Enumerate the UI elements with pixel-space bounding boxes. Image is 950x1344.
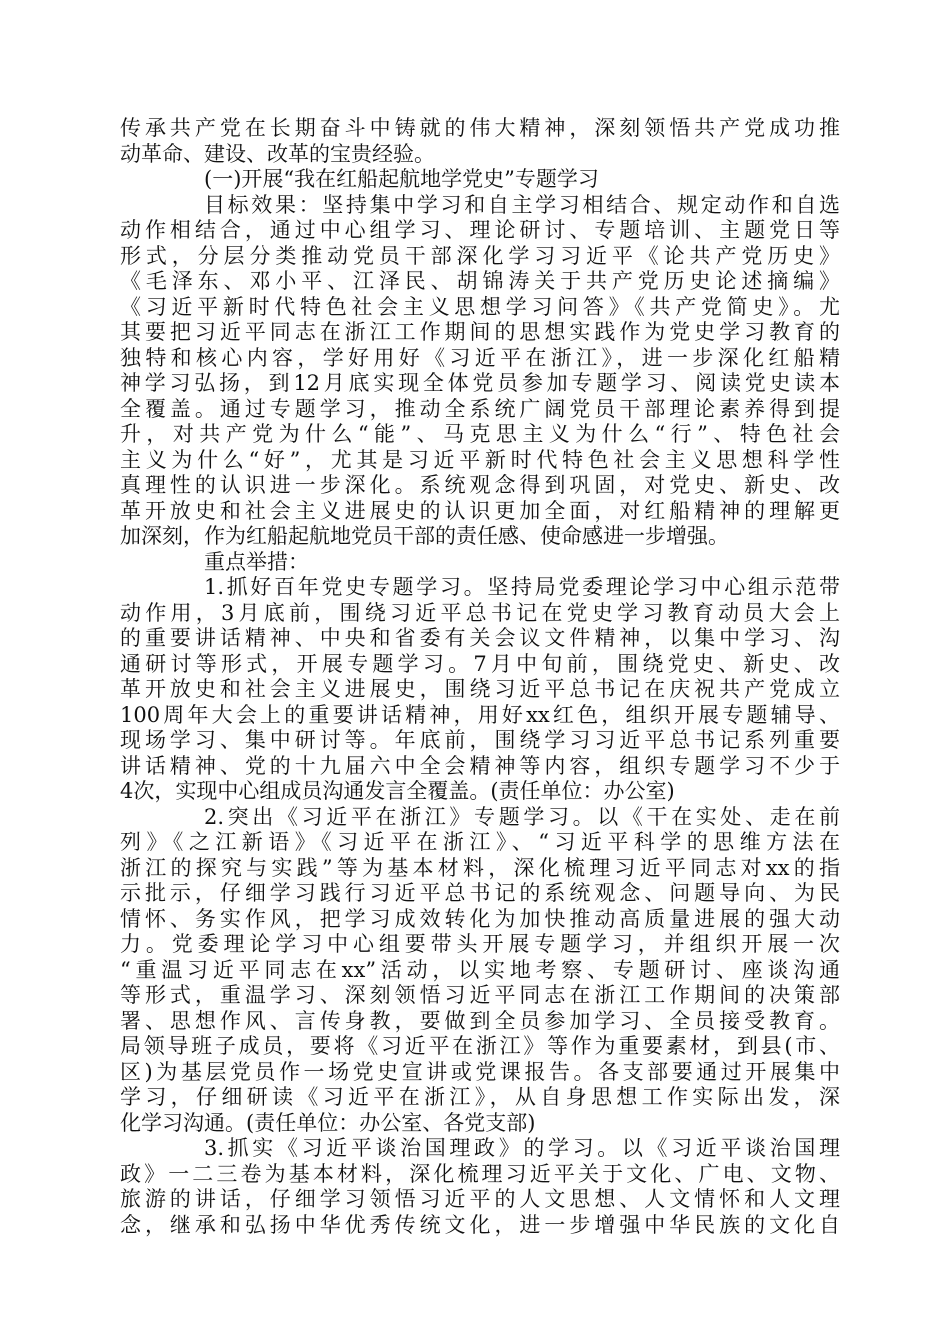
text-line: 情怀、务实作风，把学习成效转化为加快推动高质量进展的强大动 (120, 906, 840, 931)
text-line: 重点举措： (204, 549, 309, 574)
text-line: 革开放史和社会主义进展史，围绕习近平总书记在庆祝共产党成立 (120, 677, 840, 701)
text-line: 动作相结合，通过中心组学习、理论研讨、专题培训、主题党日等 (120, 218, 840, 242)
document-body (120, 116, 840, 1238)
text-line: 旅游的讲话，仔细学习领悟习近平的人文思想、人文情怀和人文理 (120, 1187, 840, 1211)
text-line: (一)开展“我在红船起航地学党史”专题学习 (204, 167, 599, 191)
text-line: 加深刻，作为红船起航地党员干部的责任感、使命感进一步增强。 (120, 524, 729, 548)
text-line: 的重要讲话精神、中央和省委有关会议文件精神，以集中学习、沟 (120, 626, 840, 650)
text-line: 浙江的探究与实践”等为基本材料，深化梳理习近平同志对xx的指 (120, 855, 840, 880)
text-line: 3.抓实《习近平谈治国理政》的学习。以《习近平谈治国理 (204, 1136, 840, 1160)
text-line: 现场学习、集中研讨等。年底前，围绕学习习近平总书记系列重要 (120, 728, 840, 752)
text-line: 传承共产党在长期奋斗中铸就的伟大精神，深刻领悟共产党成功推 (120, 116, 840, 140)
text-line: 念，继承和弘扬中华优秀传统文化，进一步增强中华民族的文化自 (120, 1212, 840, 1237)
text-line: 2.突出《习近平在浙江》专题学习。以《干在实处、走在前 (204, 804, 840, 829)
text-line: 示批示，仔细学习践行习近平总书记的系统观念、问题导向、为民 (120, 881, 840, 905)
text-line: 局领导班子成员，要将《习近平在浙江》等作为重要素材，到县(市、 (120, 1034, 840, 1058)
text-line: 通研讨等形式，开展专题学习。7月中旬前，围绕党史、新史、改 (120, 651, 840, 676)
text-line: 主义为什么“好”，尤其是习近平新时代特色社会主义思想科学性 (120, 447, 840, 472)
text-line: 神学习弘扬，到12月底实现全体党员参加专题学习、阅读党史读本 (120, 371, 840, 395)
text-line: “重温习近平同志在xx”活动，以实地考察、专题研讨、座谈沟通 (120, 957, 840, 982)
text-line: 目标效果：坚持集中学习和自主学习相结合、规定动作和自选 (204, 192, 840, 217)
text-line: 力。党委理论学习中心组要带头开展专题学习，并组织开展一次 (120, 932, 840, 956)
text-line: 动作用，3月底前，围绕习近平总书记在党史学习教育动员大会上 (120, 600, 840, 625)
text-line: 讲话精神、党的十九届六中全会精神等内容，组织专题学习不少于 (120, 753, 840, 778)
text-line: 政》一二三卷为基本材料，深化梳理习近平关于文化、广电、文物、 (120, 1161, 840, 1186)
text-line: 动革命、建设、改革的宝贵经验。 (120, 141, 435, 166)
text-line: 独特和核心内容，学好用好《习近平在浙江》，进一步深化红船精 (120, 345, 840, 370)
text-line: 化学习沟通。(责任单位：办公室、各党支部) (120, 1110, 536, 1135)
text-line: 《习近平新时代特色社会主义思想学习问答》《共产党简史》。尤 (120, 294, 840, 319)
text-line: 100周年大会上的重要讲话精神，用好xx红色，组织开展专题辅导、 (120, 702, 840, 727)
text-line: 革开放史和社会主义进展史的认识更加全面，对红船精神的理解更 (120, 498, 840, 523)
text-line: 《毛泽东、邓小平、江泽民、胡锦涛关于共产党历史论述摘编》 (120, 269, 840, 293)
text-line: 其要把习近平同志在浙江工作期间的思想实践作为党史学习教育的 (120, 320, 840, 344)
text-line: 形式，分层分类推动党员干部深化学习习近平《论共产党历史》 (120, 243, 840, 268)
text-line: 区)为基层党员作一场党史宣讲或党课报告。各支部要通过开展集中 (120, 1059, 840, 1084)
text-line: 全覆盖。通过专题学习，推动全系统广阔党员干部理论素养得到提 (120, 396, 840, 421)
text-line: 升，对共产党为什么“能”、马克思主义为什么“行”、特色社会 (120, 422, 840, 446)
text-line: 署、思想作风、言传身教，要做到全员参加学习、全员接受教育。 (120, 1008, 840, 1033)
text-line: 学习，仔细研读《习近平在浙江》，从自身思想工作实际出发，深 (120, 1085, 840, 1109)
text-line: 真理性的认识进一步深化。系统观念得到巩固，对党史、新史、改 (120, 473, 840, 497)
text-line: 1.抓好百年党史专题学习。坚持局党委理论学习中心组示范带 (204, 575, 840, 599)
text-line: 列》《之江新语》《习近平在浙江》、“习近平科学的思维方法在 (120, 830, 840, 854)
text-line: 4次，实现中心组成员沟通发言全覆盖。(责任单位：办公室) (120, 779, 675, 803)
text-line: 等形式，重温学习、深刻领悟习近平同志在浙江工作期间的决策部 (120, 983, 840, 1007)
